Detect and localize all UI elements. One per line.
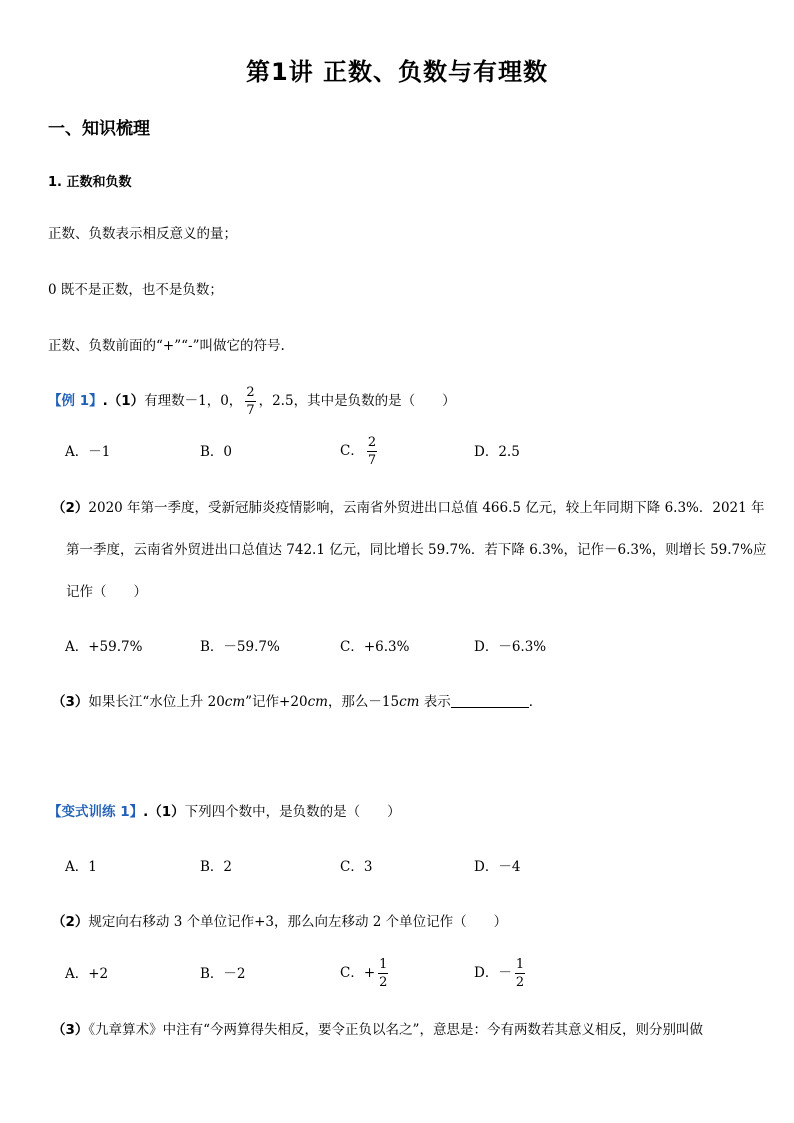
option-a: A．－1 (65, 444, 111, 460)
option-b: B．2 (200, 859, 233, 875)
option-b: B．－2 (200, 966, 246, 982)
option-a: A．+59.7% (65, 639, 143, 655)
option-c: C．+6.3% (340, 639, 410, 655)
practice1-question3: （3）《九章算术》中注有“今两算得失相反，要令正负以名之”，意思是：今有两数若其意义相反，则分别叫做 (52, 1022, 703, 1038)
option-d: D．－4 (474, 859, 521, 875)
example1-question2-line3: 记作（ ） (66, 584, 147, 600)
example1-question3: （3）如果长江“水位上升 20cm”记作+20cm，那么－15cm 表示 ． (52, 694, 543, 710)
knowledge-line-3: 正数、负数前面的“+”“-”叫做它的符号. (48, 338, 285, 354)
option-c: C． $\frac{2}{7}$ (340, 435, 377, 468)
fraction: $\frac{2}{7}$ (246, 385, 255, 418)
option-d: D．－ $\frac{1}{2}$ (474, 957, 525, 990)
example1-question2-line1: （2）2020 年第一季度，受新冠肺炎疫情影响，云南省外贸进出口总值 466.5 亿元，较上年同期下降 6.3%．2021 年 (52, 500, 765, 516)
practice-tag: 【变式训练 1】 (48, 804, 144, 820)
option-d: D．2.5 (474, 444, 520, 460)
answer-blank[interactable] (451, 693, 529, 708)
example-tag: 【例 1】 (48, 393, 103, 409)
practice1-question2: （2）规定向右移动 3 个单位记作+3，那么向左移动 2 个单位记作（ ） (52, 914, 508, 930)
page-title: 第1讲 正数、负数与有理数 (245, 58, 549, 86)
fraction: $\frac{1}{2}$ (379, 957, 388, 990)
option-a: A．+2 (65, 966, 109, 982)
fraction: $\frac{2}{7}$ (367, 435, 377, 468)
option-b: B．－59.7% (200, 639, 280, 655)
option-b: B．0 (200, 444, 233, 460)
knowledge-line-1: 正数、负数表示相反意义的量； (48, 226, 237, 242)
option-d: D．－6.3% (474, 639, 547, 655)
knowledge-line-2: 0 既不是正数，也不是负数； (48, 282, 223, 298)
section-heading: 一、知识梳理 (48, 119, 150, 139)
option-c: C．+ $\frac{1}{2}$ (340, 957, 388, 990)
example1-question1: 【例 1】.（1）有理数－1，0， $\frac{2}{7}$ ，2.5，其中是负数的是（ ） (48, 385, 456, 418)
option-c: C．3 (340, 859, 373, 875)
fraction: $\frac{1}{2}$ (515, 957, 525, 990)
example1-question2-line2: 第一季度，云南省外贸进出口总值达 742.1 亿元，同比增长 59.7%．若下降 6.3%，记作－6.3%，则增长 59.7%应 (66, 542, 767, 558)
option-a: A．1 (65, 859, 97, 875)
subsection-heading: 1. 正数和负数 (48, 175, 132, 190)
practice1-question1: 【变式训练 1】.（1）下列四个数中，是负数的是（ ） (48, 804, 401, 820)
